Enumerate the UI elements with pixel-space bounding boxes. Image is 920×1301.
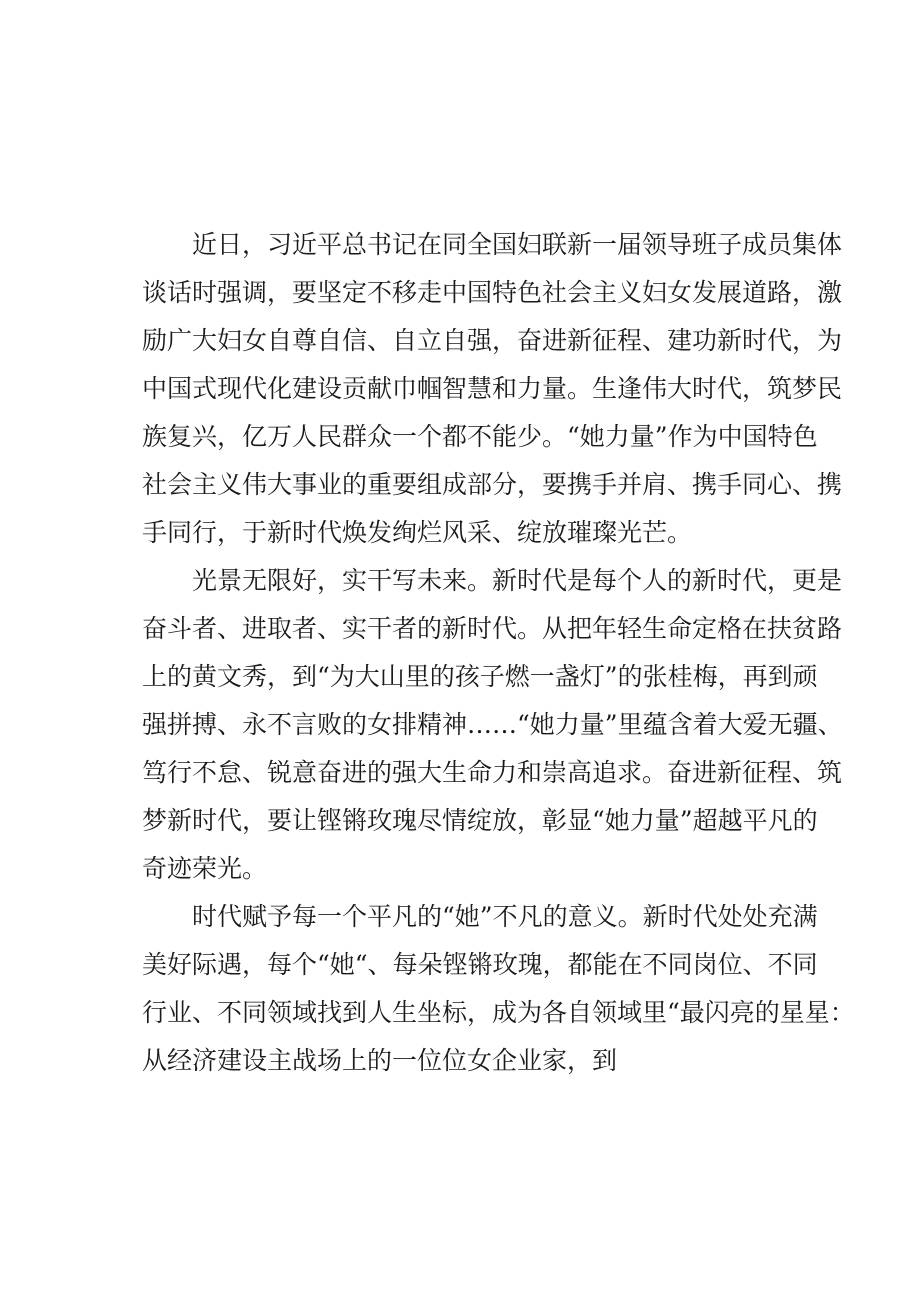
paragraph-3-line-1: 时代赋予每一个平凡的“她”不凡的意义。新时代处处充满 [192,902,818,931]
paragraph-2-line-5: 笃行不怠、锐意奋进的强大生命力和崇高追求。奋进新征程、筑 [142,758,843,787]
paragraph-2-line-6: 梦新时代，要让铿锵玫瑰尽情绽放，彰显“她力量”超越平凡的 [142,806,818,835]
paragraph-2-line-1: 光景无限好，实干写未来。新时代是每个人的新时代，更是 [192,566,843,595]
paragraph-3-line-3: 行业、不同领域找到人生坐标，成为各自领域里“最闪亮的星星： [142,998,855,1027]
paragraph-3-line-2: 美好际遇，每个“她“、每朵铿锵玫瑰，都能在不同岗位、不同 [142,950,818,979]
paragraph-1-line-5: 族复兴，亿万人民群众一个都不能少。“她力量”作为中国特色 [142,422,818,451]
paragraph-3-line-4: 从经济建设主战场上的一位位女企业家，到 [142,1046,618,1075]
paragraph-1-line-6: 社会主义伟大事业的重要组成部分，要携手并肩、携手同心、携 [142,470,843,499]
paragraph-2-line-4: 强拼搏、永不言败的女排精神……“她力量”里蕴含着大爱无疆、 [142,710,843,739]
paragraph-1-line-3: 励广大妇女自尊自信、自立自强，奋进新征程、建功新时代，为 [142,326,843,355]
paragraph-1-line-1: 近日，习近平总书记在同全国妇联新一届领导班子成员集体 [192,230,843,259]
paragraph-1-line-4: 中国式现代化建设贡献巾帼智慧和力量。生逢伟大时代，筑梦民 [142,374,843,403]
paragraph-1-line-2: 谈话时强调，要坚定不移走中国特色社会主义妇女发展道路，激 [142,278,843,307]
paragraph-2-line-7: 奇迹荣光。 [142,854,268,883]
paragraph-1-line-7: 手同行，于新时代焕发绚烂风采、绽放璀璨光芒。 [142,518,693,547]
paragraph-2-line-3: 上的黄文秀，到“为大山里的孩子燃一盏灯”的张桂梅，再到顽 [142,662,818,691]
paragraph-2-line-2: 奋斗者、进取者、实干者的新时代。从把年轻生命定格在扶贫路 [142,614,843,643]
